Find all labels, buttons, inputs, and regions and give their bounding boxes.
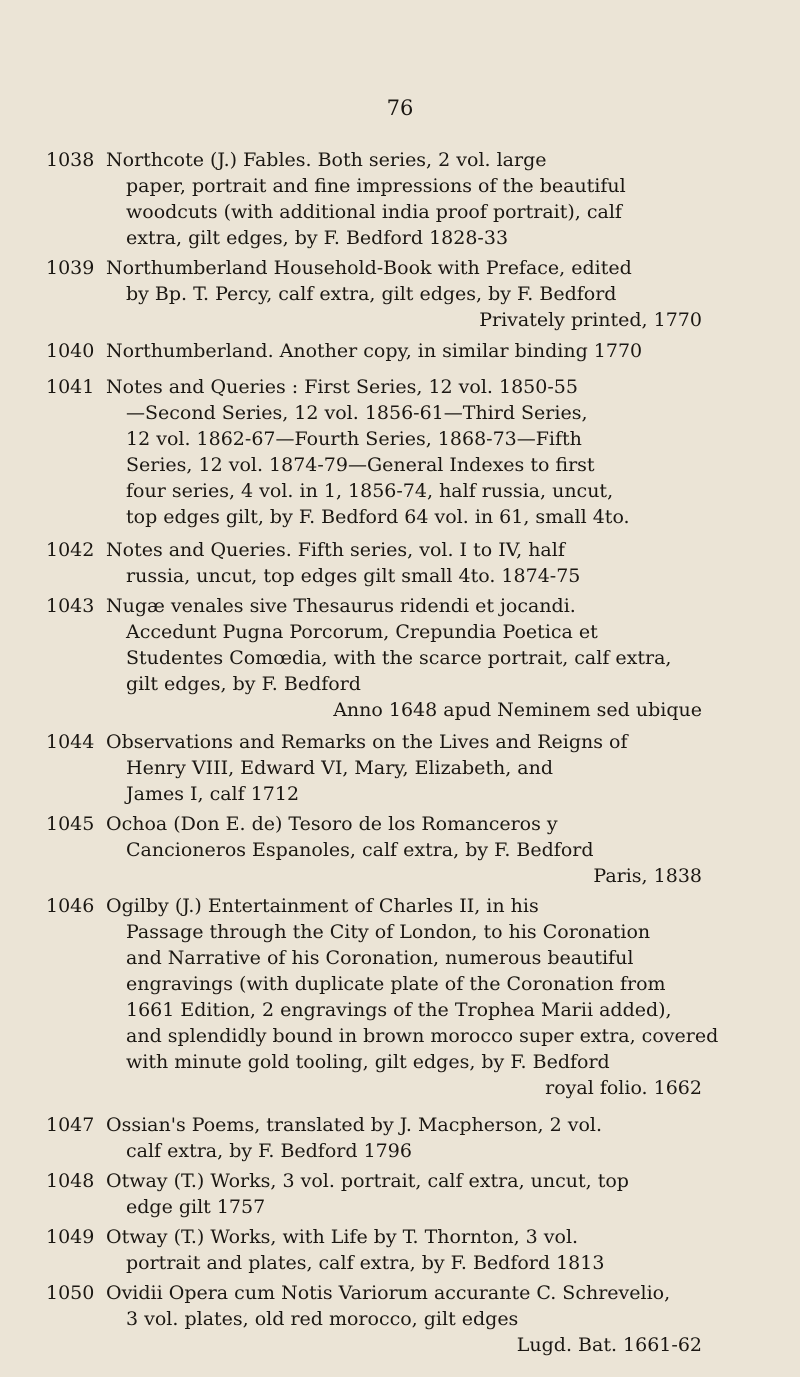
entry-line: Otway (T.) Works, with Life by T. Thornton, 3 vol. — [106, 1226, 579, 1248]
entry-line: —Second Series, 12 vol. 1856-61—Third Series, — [126, 402, 588, 424]
catalogue-entry — [46, 338, 702, 364]
catalogue-entry — [46, 374, 702, 530]
lot-number: 1044 — [46, 731, 95, 753]
lot-number: 1043 — [46, 595, 95, 617]
entry-line: 1661 Edition, 2 engravings of the Trophea Marii added), — [126, 999, 672, 1021]
entry-line: Cancioneros Espanoles, calf extra, by F. Bedford — [126, 839, 594, 861]
lot-number: 1050 — [46, 1282, 95, 1304]
lot-number: 1045 — [46, 813, 95, 835]
entry-line: Anno 1648 apud Neminem sed ubique — [333, 699, 702, 721]
entry-line: 12 vol. 1862-67—Fourth Series, 1868-73—Fifth — [126, 428, 582, 450]
entry-line: Otway (T.) Works, 3 vol. portrait, calf extra, uncut, top — [106, 1170, 629, 1192]
lot-number: 1039 — [46, 257, 95, 279]
lot-number: 1048 — [46, 1170, 95, 1192]
entry-line: edge gilt 1757 — [126, 1196, 266, 1218]
entry-line: Ovidii Opera cum Notis Variorum accurante C. Schrevelio, — [106, 1282, 671, 1304]
entry-description — [106, 1280, 702, 1358]
entry-line: Observations and Remarks on the Lives and Reigns of — [106, 731, 628, 753]
entry-line: Nugæ venales sive Thesaurus ridendi et jocandi. — [106, 595, 576, 617]
lot-number: 1042 — [46, 539, 95, 561]
entry-line: Northumberland. Another copy, in similar binding 1770 — [106, 340, 643, 362]
catalogue-entry — [46, 537, 702, 589]
entry-line: russia, uncut, top edges gilt small 4to. 1874-75 — [126, 565, 581, 587]
entry-line: gilt edges, by F. Bedford — [126, 673, 361, 695]
catalogue-entry — [46, 1168, 702, 1220]
catalogue-entry — [46, 147, 702, 251]
entry-line: Ochoa (Don E. de) Tesoro de los Romanceros y — [106, 813, 558, 835]
entry-line: Privately printed, 1770 — [479, 309, 702, 331]
entry-line: Studentes Comœdia, with the scarce portrait, calf extra, — [126, 647, 672, 669]
entry-line: four series, 4 vol. in 1, 1856-74, half russia, uncut, — [126, 480, 614, 502]
catalogue-entry — [46, 593, 702, 723]
entry-line: top edges gilt, by F. Bedford 64 vol. in 61, small 4to. — [126, 506, 630, 528]
entry-description — [106, 593, 702, 723]
entry-description — [106, 537, 702, 589]
entry-line: Passage through the City of London, to his Coronation — [126, 921, 651, 943]
entry-description — [106, 729, 702, 807]
entry-line: Notes and Queries. Fifth series, vol. I to IV, half — [106, 539, 565, 561]
entry-description — [106, 1168, 702, 1220]
lot-number: 1049 — [46, 1226, 95, 1248]
lot-number: 1047 — [46, 1114, 95, 1136]
catalogue-entry — [46, 255, 702, 333]
catalogue-entry — [46, 1224, 702, 1276]
entry-line: engravings (with duplicate plate of the Coronation from — [126, 973, 666, 995]
entry-description — [106, 374, 702, 530]
catalogue-entry — [46, 1280, 702, 1358]
entry-line: Notes and Queries : First Series, 12 vol. 1850-55 — [106, 376, 578, 398]
entry-line: woodcuts (with additional india proof portrait), calf — [126, 201, 622, 223]
entry-line: Lugd. Bat. 1661-62 — [516, 1334, 702, 1356]
lot-number: 1046 — [46, 895, 95, 917]
lot-number: 1038 — [46, 149, 95, 171]
catalogue-entry — [46, 1112, 702, 1164]
entry-description — [106, 811, 702, 889]
entry-line: Series, 12 vol. 1874-79—General Indexes to first — [126, 454, 595, 476]
entry-line: Ogilby (J.) Entertainment of Charles II, in his — [106, 895, 539, 917]
lot-number: 1040 — [46, 340, 95, 362]
catalogue-entry — [46, 811, 702, 889]
entry-line: Paris, 1838 — [593, 865, 702, 887]
catalogue-entry — [46, 729, 702, 807]
entry-line: 3 vol. plates, old red morocco, gilt edges — [126, 1308, 519, 1330]
entry-line: with minute gold tooling, gilt edges, by F. Bedford — [126, 1051, 610, 1073]
entry-description — [106, 1224, 702, 1276]
entry-line: paper, portrait and fine impressions of the beautiful — [126, 175, 626, 197]
entry-line: James I, calf 1712 — [126, 783, 300, 805]
entry-description — [106, 893, 719, 1101]
entry-description — [106, 1112, 702, 1164]
entry-line: Northcote (J.) Fables. Both series, 2 vol. large — [106, 149, 547, 171]
entry-line: and splendidly bound in brown morocco super extra, covered — [126, 1025, 719, 1047]
entry-line: and Narrative of his Coronation, numerous beautiful — [126, 947, 634, 969]
entry-line: extra, gilt edges, by F. Bedford 1828-33 — [126, 227, 509, 249]
entry-line: Accedunt Pugna Porcorum, Crepundia Poetica et — [126, 621, 598, 643]
entry-line: portrait and plates, calf extra, by F. Bedford 1813 — [126, 1252, 605, 1274]
entry-line: by Bp. T. Percy, calf extra, gilt edges, by F. Bedford — [126, 283, 617, 305]
entry-line: royal folio. 1662 — [545, 1077, 702, 1099]
entry-line: calf extra, by F. Bedford 1796 — [126, 1140, 412, 1162]
page-number: 76 — [386, 96, 414, 120]
lot-number: 1041 — [46, 376, 95, 398]
entry-description — [106, 255, 702, 333]
entry-description — [106, 338, 702, 364]
entry-line: Ossian's Poems, translated by J. Macpherson, 2 vol. — [106, 1114, 603, 1136]
entry-line: Henry VIII, Edward VI, Mary, Elizabeth, and — [126, 757, 554, 779]
entry-description — [106, 147, 702, 251]
catalogue-entry — [46, 893, 719, 1101]
entry-line: Northumberland Household-Book with Preface, edited — [106, 257, 632, 279]
